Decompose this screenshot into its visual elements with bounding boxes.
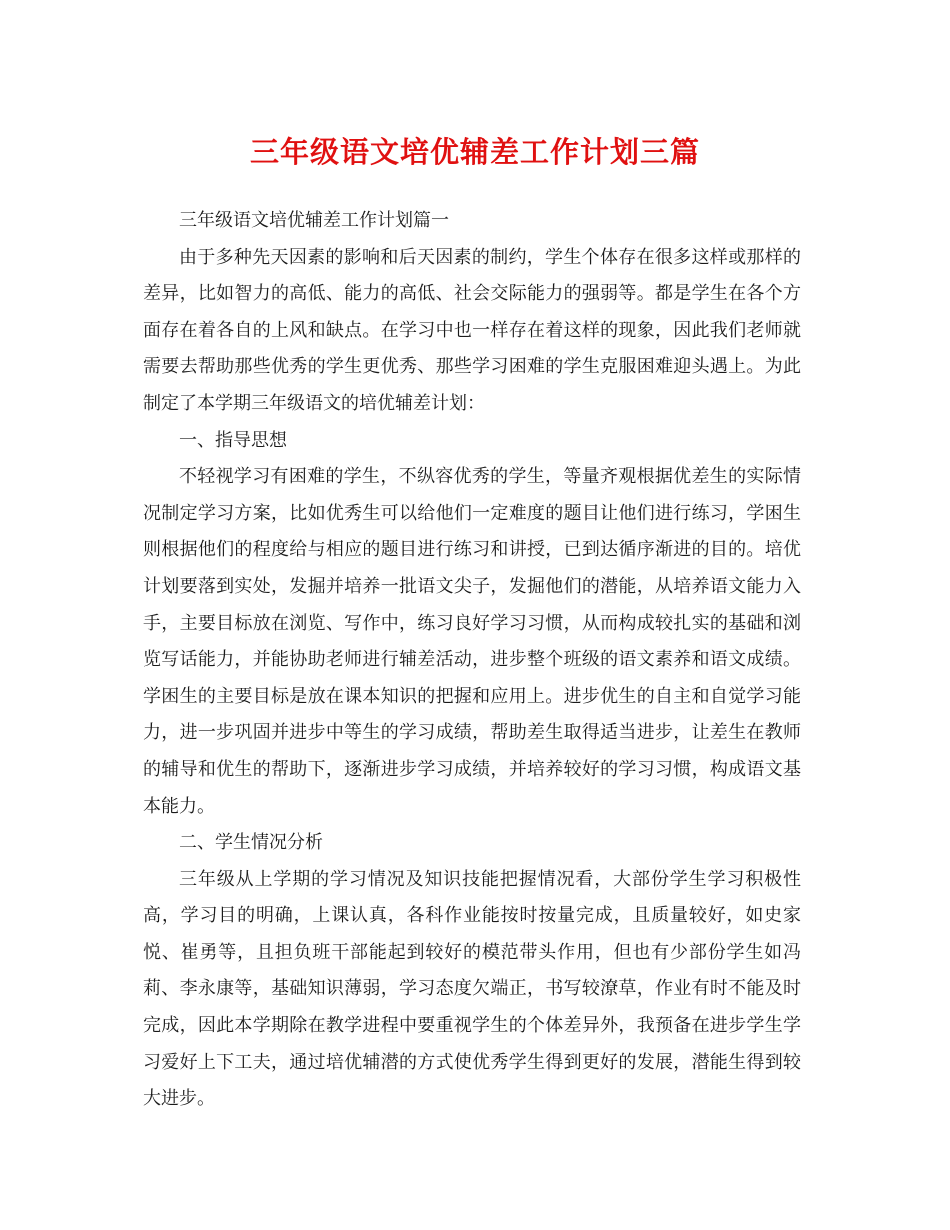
section-heading-student-analysis: 二、学生情况分析	[179, 832, 323, 854]
document-title: 三年级语文培优辅差工作计划三篇	[249, 135, 700, 169]
section-heading-plan-one: 三年级语文培优辅差工作计划篇一	[179, 210, 449, 231]
paragraph-student-analysis: 三年级从上学期的学习情况及知识技能把握情况看，大部份学生学习积极性高，学习目的明确，上课认真，各科作业能按时按量完成，且质量较好，如史家悦、崔勇等，且担负班干部能起到较好的模范带头作用，但也有少部份学生如冯莉、李永康等，基础知识薄弱，学习态度欠端正，书写较潦草，作业有时不能及时完成，因此本学期除在教学进程中要重视学生的个体差异外，我预备在进步学生学习爱好上下工夫，通过培优辅潜的方式使优秀学生得到更好的发展，潜能生得到较大进步。	[143, 868, 801, 1110]
section-heading-guiding-ideas: 一、指导思想	[179, 429, 287, 451]
paragraph-introduction: 由于多种先天因素的影响和后天因素的制约，学生个体存在很多这样或那样的差异，比如智力的高低、能力的高低、社会交际能力的强弱等。都是学生在各个方面存在着各自的上风和缺点。在学习中也一样存在着这样的现象，因此我们老师就需要去帮助那些优秀的学生更优秀、那些学习困难的学生克服困难迎头遇上。为此制定了本学期三年级语文的培优辅差计划：	[143, 246, 801, 414]
paragraph-guiding-ideas: 不轻视学习有困难的学生，不纵容优秀的学生，等量齐观根据优差生的实际情况制定学习方案，比如优秀生可以给他们一定难度的题目让他们进行练习，学困生则根据他们的程度给与相应的题目进行练习和讲授，已到达循序渐进的目的。培优计划要落到实处，发掘并培养一批语文尖子，发掘他们的潜能，从培养语文能力入手，主要目标放在浏览、写作中，练习良好学习习惯，从而构成较扎实的基础和浏览写话能力，并能协助老师进行辅差活动，进步整个班级的语文素养和语文成绩。学困生的主要目标是放在课本知识的把握和应用上。进步优生的自主和自觉学习能力，进一步巩固并进步中等生的学习成绩，帮助差生取得适当进步，让差生在教师的辅导和优生的帮助下，逐渐进步学习成绩，并培养较好的学习习惯，构成语文基本能力。	[143, 466, 801, 817]
document-body	[143, 203, 801, 1118]
